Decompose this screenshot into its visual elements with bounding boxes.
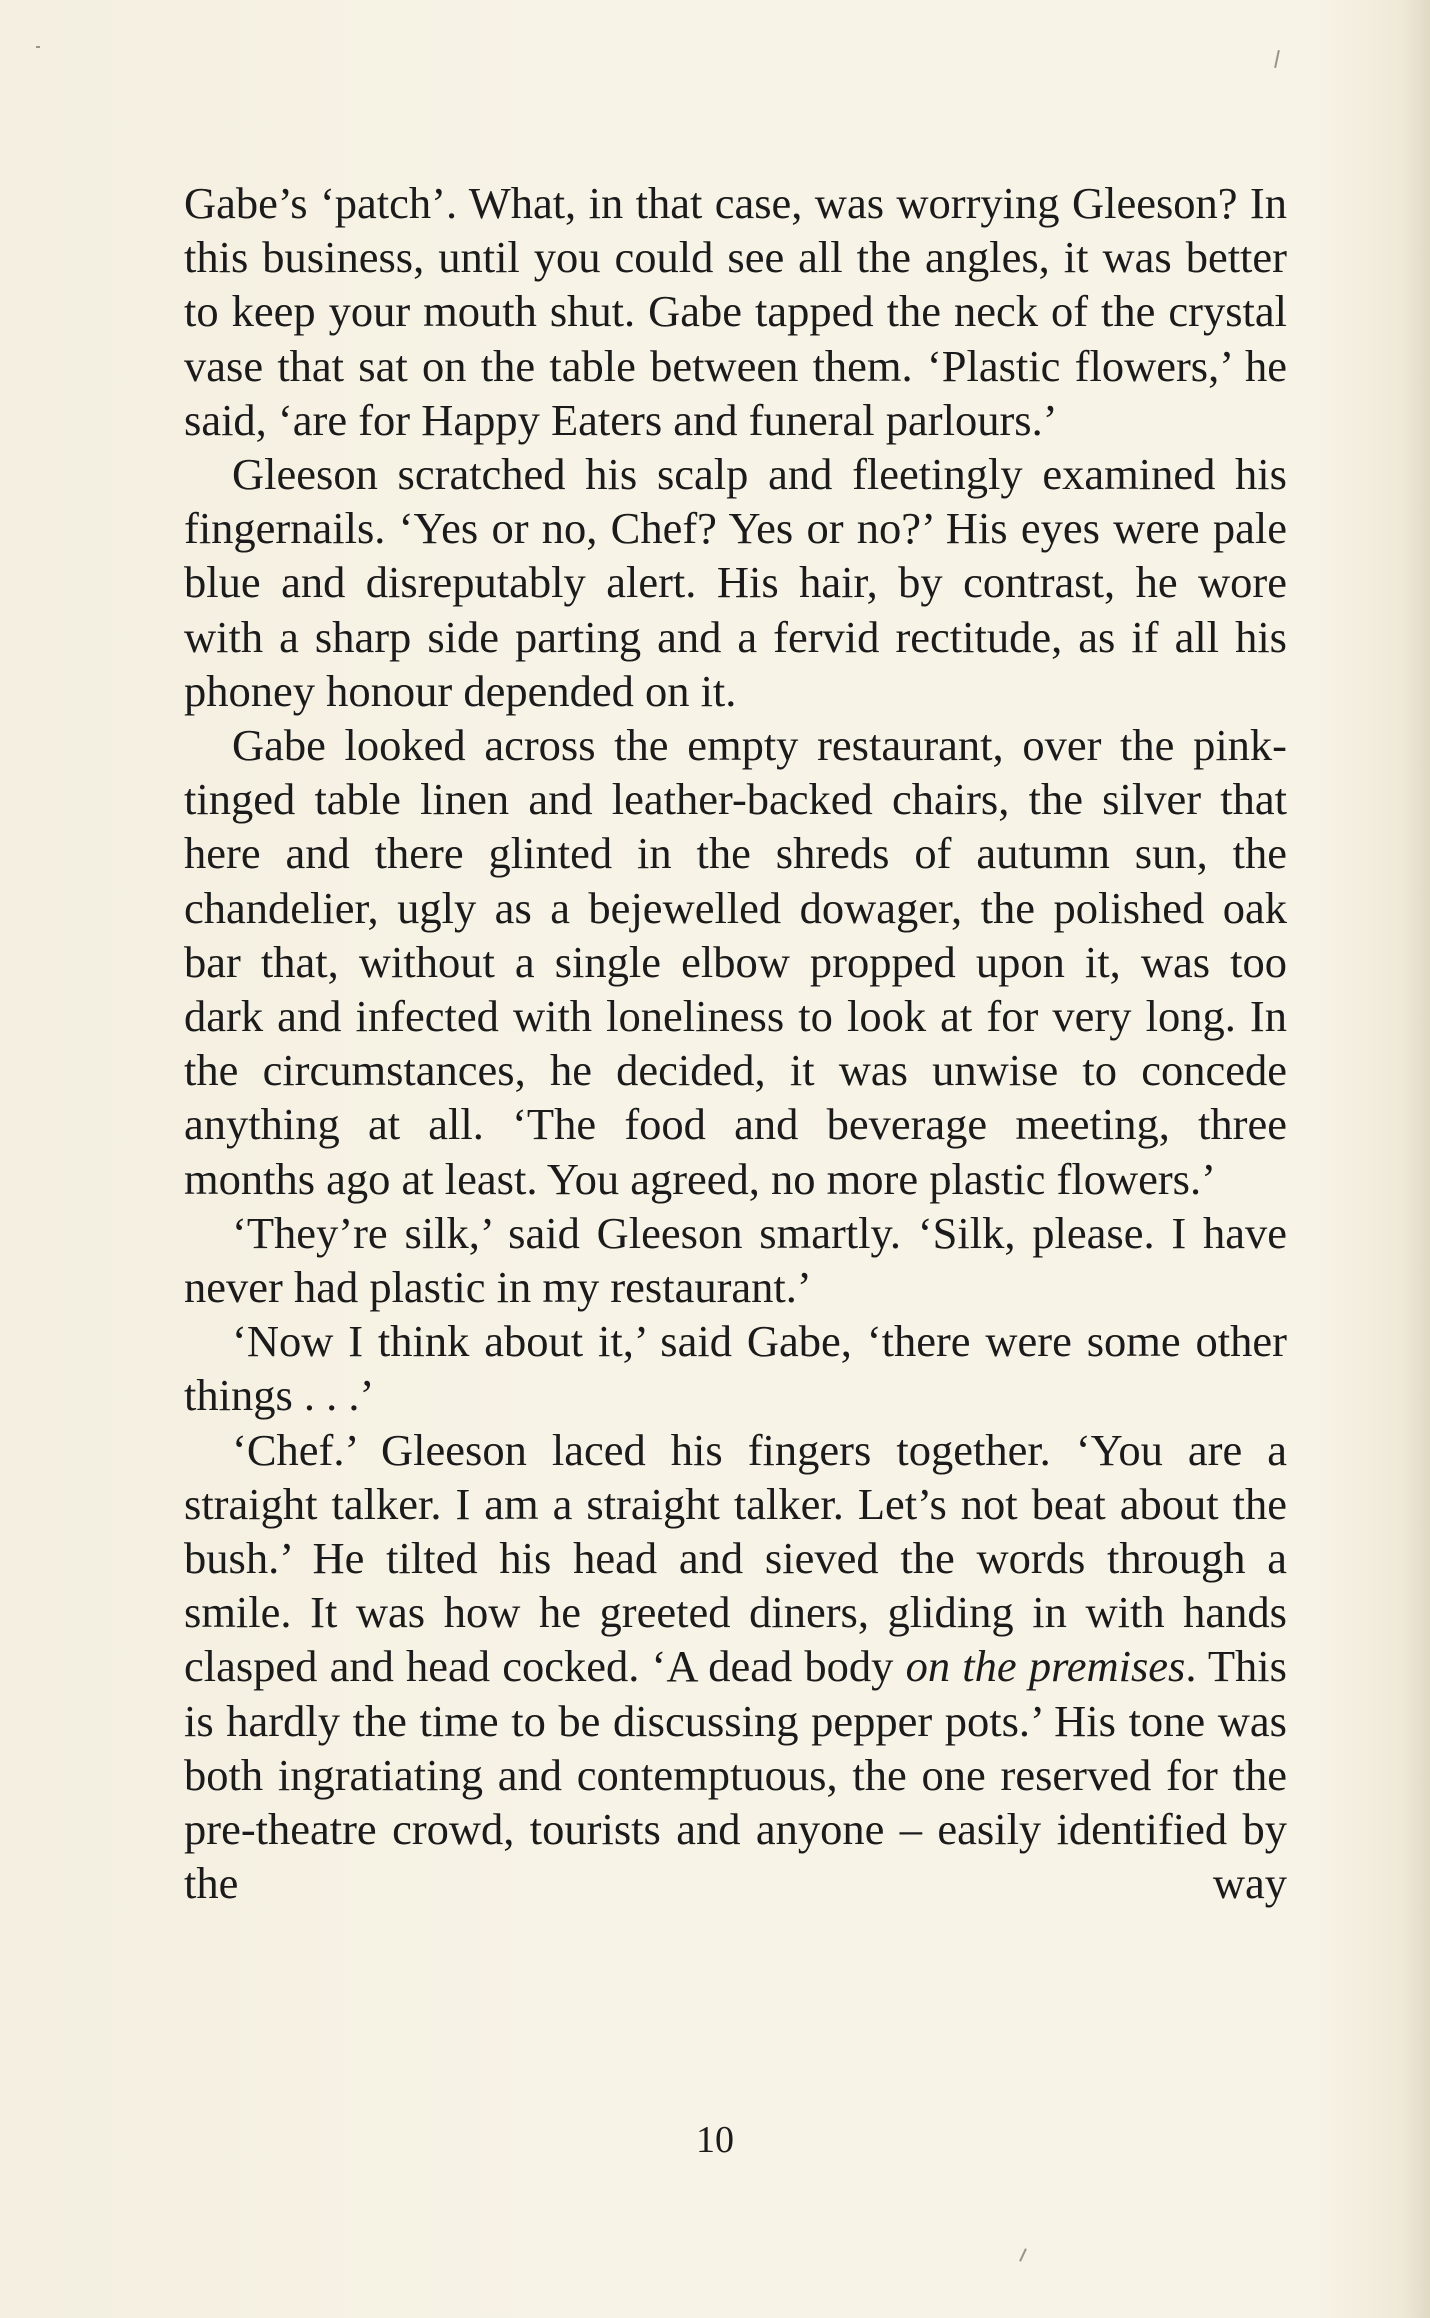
page-edge-shadow [1402, 0, 1430, 2318]
paragraph-text: ‘Now I think about it,’ said Gabe, ‘there were some other things . . .’ [184, 1316, 1287, 1421]
paragraph-text: ‘They’re silk,’ said Gleeson smartly. ‘Silk, please. I have never had plastic in my restaurant.’ [184, 1207, 1287, 1313]
body-text [184, 176, 1287, 1911]
paragraph [184, 176, 1287, 447]
paragraph [184, 1423, 1287, 1911]
scan-speck [1019, 2248, 1027, 2262]
paragraph [184, 718, 1287, 1206]
paragraph [184, 447, 1287, 718]
paragraph-text: Gabe looked across the empty restaurant, over the pink-tinged table linen and leather-backed chairs, the silver that here and there glinted in the shreds of autumn sun, the chandelier, ugly as a bejewelled dowager, the polished oak bar that, without a single elbow propped upon it, was too dark and infected with loneliness to look at for very long. In the circumstances, he decided, it was unwise to concede anything at all. ‘The food and beverage meeting, three months ago at least. You agreed, no more plastic flowers.’ [184, 720, 1287, 1204]
scan-speck [1274, 50, 1280, 68]
scan-speck [36, 46, 40, 48]
page-number: 10 [696, 2119, 734, 2161]
paragraph [184, 1314, 1287, 1422]
paragraph [184, 1206, 1287, 1314]
italic-emphasis: on the premises [905, 1641, 1186, 1692]
paragraph-text: Gabe’s ‘patch’. What, in that case, was worrying Gleeson? In this business, until you could see all the angles, it was better to keep your mouth shut. Gabe tapped the neck of the crystal vase that sat on the table between them. ‘Plastic flowers,’ he said, ‘are for Happy Eaters and funeral parlours.’ [184, 178, 1287, 445]
paragraph-text: . This is hardly the time to be discussing pepper pots.’ His tone was both ingratiating and contemptuous, the one reserved for the pre-theatre crowd, tourists and anyone – easily identified by the way [184, 1641, 1287, 1909]
paragraph-text: ‘Chef.’ Gleeson laced his fingers together. ‘You are a straight talker. I am a straight talker. Let’s not beat about the bush.’ He tilted his head and sieved the words through a smile. It was how he greeted diners, gliding in with hands clasped and head cocked. ‘A dead body [184, 1424, 1287, 1692]
paragraph-text: Gleeson scratched his scalp and fleetingly examined his fingernails. ‘Yes or no, Chef? Yes or no?’ His eyes were pale blue and disreputably alert. His hair, by contrast, he wore with a sharp side parting and a fervid rectitude, as if all his phoney honour depended on it. [184, 449, 1287, 716]
